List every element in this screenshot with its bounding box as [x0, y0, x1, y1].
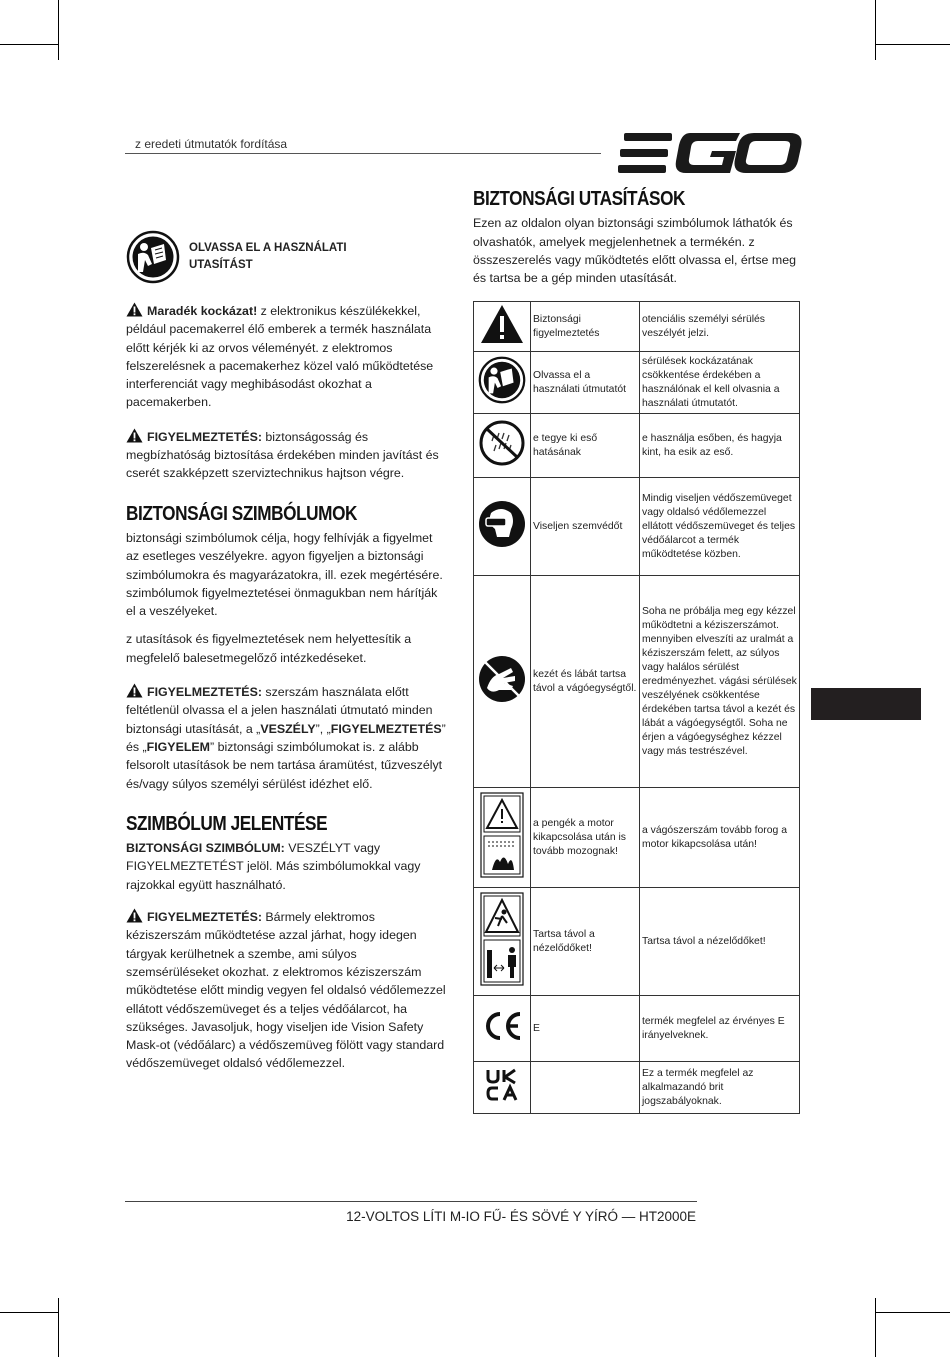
symbol-description: termék megfelel az érvényes E irányelveknek. — [640, 996, 800, 1062]
read-manual-icon — [478, 356, 526, 404]
warning-eye-paragraph — [126, 908, 446, 1073]
crop-mark — [58, 1298, 59, 1357]
danger-word: VESZÉLY — [260, 721, 316, 736]
symbol-description: sérülések kockázatának csökkentése érdekében a használónak el kell olvasnia a használati útmutatót. — [640, 352, 800, 414]
keep-bystanders-away-icon — [480, 892, 524, 986]
warning-label: FIGYELMEZTETÉS: — [147, 429, 262, 444]
crop-mark — [0, 44, 58, 45]
symbol-description: Mindig viseljen védőszemüveget vagy oldalsó védőlemezzel ellátott védőszemüveget és teljes védőálarcot a termék működtetése közben. — [640, 478, 800, 576]
crop-mark — [875, 1312, 950, 1313]
symbol-description: Ez a termék megfelel az alkalmazandó brit jogszabályoknak. — [640, 1062, 800, 1114]
symbol-name: Olvassa el a használati útmutatót — [531, 352, 640, 414]
warning-read-paragraph — [126, 683, 446, 793]
warning-label: FIGYELMEZTETÉS: — [147, 685, 262, 700]
no-rain-icon — [478, 419, 526, 467]
warning-eye-text: Bármely elektromos kéziszerszám működtetése azzal járhat, hogy idegen tárgyak kerülhetnek a szembe, ami súlyos szemsérüléseket okozhat. z elektromos kéziszerszám működtetése előtt mindig vegyen fel oldalsó védőlemezzel ellátott védőszemüveget és a teljes védőálarcot, ha szükséges. Javasoljuk, hogy viseljen ide Vision Safety Mask-ot (védőálarc) a védőszemüveg fölött vagy standard védőszemüveget oldalsó védőlemezzel. — [126, 910, 446, 1071]
blade-coasting-icon — [480, 792, 524, 878]
table-row — [474, 478, 800, 576]
residual-risk-text: z elektronikus készülékekkel, például pacemakerrel élő emberek a termék használata előtt kérjék ki az orvos véleményét. z elektromos felszerelésnek a pacemakerhez közel való működtetése interferenciát vagy meghibásodást okozhat a pacemakerben. — [126, 304, 434, 410]
warning-triangle-icon — [126, 302, 143, 317]
translation-note: z eredeti útmutatók fordítása — [135, 137, 288, 151]
footer-rule — [125, 1201, 697, 1202]
eye-protection-icon — [477, 499, 527, 549]
symbol-name: e tegye ki eső hatásának — [531, 414, 640, 478]
symbol-description: otenciális személyi sérülés veszélyét jelzi. — [640, 302, 800, 352]
symbol-description: Soha ne próbálja meg egy kézzel működtetni a kéziszerszámot. mennyiben elveszíti az uralmát a kéziszerszám felett, az súlyos vagy halálos sérülést eredményezhet. vágási sérülések veszélyének csökkentése érdekében tartsa távol a kezét és lábát a vágóegységtől. Soha ne érjen a vágóegységhez kézzel vagy más testrészével. — [640, 576, 800, 788]
right-column — [473, 190, 801, 1114]
safety-symbol-text: VESZÉLYT vagy FIGYELMEZTETÉST jelöl. Más szimbólumokkal vagy rajzokkal együtt használható. — [126, 841, 421, 892]
symbol-description: a vágószerszám tovább forog a motor kikapcsolása után! — [640, 788, 800, 888]
safety-symbol-label: BIZTONSÁGI SZIMBÓLUM: — [126, 841, 285, 856]
crop-mark — [875, 0, 876, 60]
caution-word: FIGYELEM — [146, 739, 210, 754]
keep-hands-away-icon — [477, 654, 527, 704]
table-row — [474, 576, 800, 788]
table-row — [474, 996, 800, 1062]
safety-symbols-heading: BIZTONSÁGI SZIMBÓLUMOK — [126, 502, 358, 525]
table-row — [474, 1062, 800, 1114]
symbol-name: Tartsa távol a nézelődőket! — [531, 888, 640, 996]
symbol-description: e használja esőben, és hagyja kint, ha esik az eső. — [640, 414, 800, 478]
table-row — [474, 302, 800, 352]
warning-word: FIGYELMEZTETÉS — [330, 721, 442, 736]
warning-read-text: szerszám használata előtt feltétlenül olvassa el a jelen használati útmutató minden biztonsági utasítását, a „ — [126, 685, 433, 736]
symbol-name: Viseljen szemvédőt — [531, 478, 640, 576]
warning-triangle-icon — [126, 683, 143, 698]
safety-instructions-intro: Ezen az oldalon olyan biztonsági szimbólumok láthatók és olvashatók, amelyek megjelenhetnek a termékén. z összeszerelés vagy működtetés előtt olvassa el, értse meg és tartsa be a gép minden utasítását. — [473, 216, 796, 286]
warning-service-text: biztonságosság és megbízhatóság biztosítása érdekében minden javítást és cserét szakképzett szerviztechnikus hajtson végre. — [126, 429, 439, 481]
warning-label: FIGYELMEZTETÉS: — [147, 910, 262, 925]
table-row — [474, 888, 800, 996]
symbol-name: Biztonsági figyelmeztetés — [531, 302, 640, 352]
safety-instructions-heading: BIZTONSÁGI UTASÍTÁSOK — [473, 188, 686, 210]
warning-read-text: ”, „ — [315, 721, 331, 736]
read-manual-block — [126, 230, 446, 284]
warning-triangle-icon — [126, 908, 143, 923]
table-row — [474, 788, 800, 888]
warning-triangle-icon — [126, 428, 143, 443]
warning-service-paragraph — [126, 428, 446, 483]
symbol-meaning-heading: SZIMBÓLUM JELENTÉSE — [126, 812, 328, 835]
symbol-name: kezét és lábát tartsa távol a vágóegységtől. — [531, 576, 640, 788]
safety-symbols-paragraph: biztonsági szimbólumok célja, hogy felhívják a figyelmet az esetleges veszélyekre. agyon figyeljen a biztonsági szimbólumokra és magyarázatokra, ill. ezek megértésére. szimbólumok figyelmeztetései önmagukban nem hárítják el a veszélyeket. — [126, 530, 443, 619]
symbol-name: E — [531, 996, 640, 1062]
crop-mark — [875, 1298, 876, 1357]
table-row — [474, 352, 800, 414]
symbol-table — [473, 301, 800, 1114]
instructions-paragraph: z utasítások és figyelmeztetések nem helyettesítik a megfelelő balesetmegelőző intézkedéseket. — [126, 632, 412, 665]
crop-mark — [58, 0, 59, 60]
table-row — [474, 414, 800, 478]
left-column — [126, 230, 446, 1073]
crop-mark — [875, 44, 950, 45]
safety-alert-icon — [479, 303, 525, 345]
warning-read-text: ” biztonsági szimbólumokat is. z alább felsorolt utasítások be nem tartása áramütést, tűzveszélyt és/vagy súlyos személyi sérülést idézhet elő. — [126, 739, 443, 791]
residual-risk-label: Maradék kockázat! — [147, 304, 258, 318]
crop-mark — [0, 1312, 58, 1313]
ego-logo — [618, 130, 802, 176]
symbol-meaning-paragraph — [126, 839, 446, 894]
warning-read-text: ” és „ — [126, 721, 446, 754]
read-manual-icon — [126, 230, 180, 284]
language-tab — [811, 688, 921, 720]
symbol-description: Tartsa távol a nézelődőket! — [640, 888, 800, 996]
ce-mark-icon — [480, 1009, 524, 1043]
ukca-mark-icon — [484, 1068, 520, 1102]
residual-risk-paragraph — [126, 302, 446, 412]
footer-product-title: 12-VOLTOS LÍTI M-IO FŰ- ÉS SÖVÉ Y YÍRÓ — HT2000E — [346, 1209, 696, 1224]
header-rule — [125, 153, 601, 154]
read-manual-label: OLVASSA EL A HASZNÁLATI UTASÍTÁST — [189, 242, 347, 271]
symbol-name — [531, 1062, 640, 1114]
symbol-name: a pengék a motor kikapcsolása után is tovább mozognak! — [531, 788, 640, 888]
